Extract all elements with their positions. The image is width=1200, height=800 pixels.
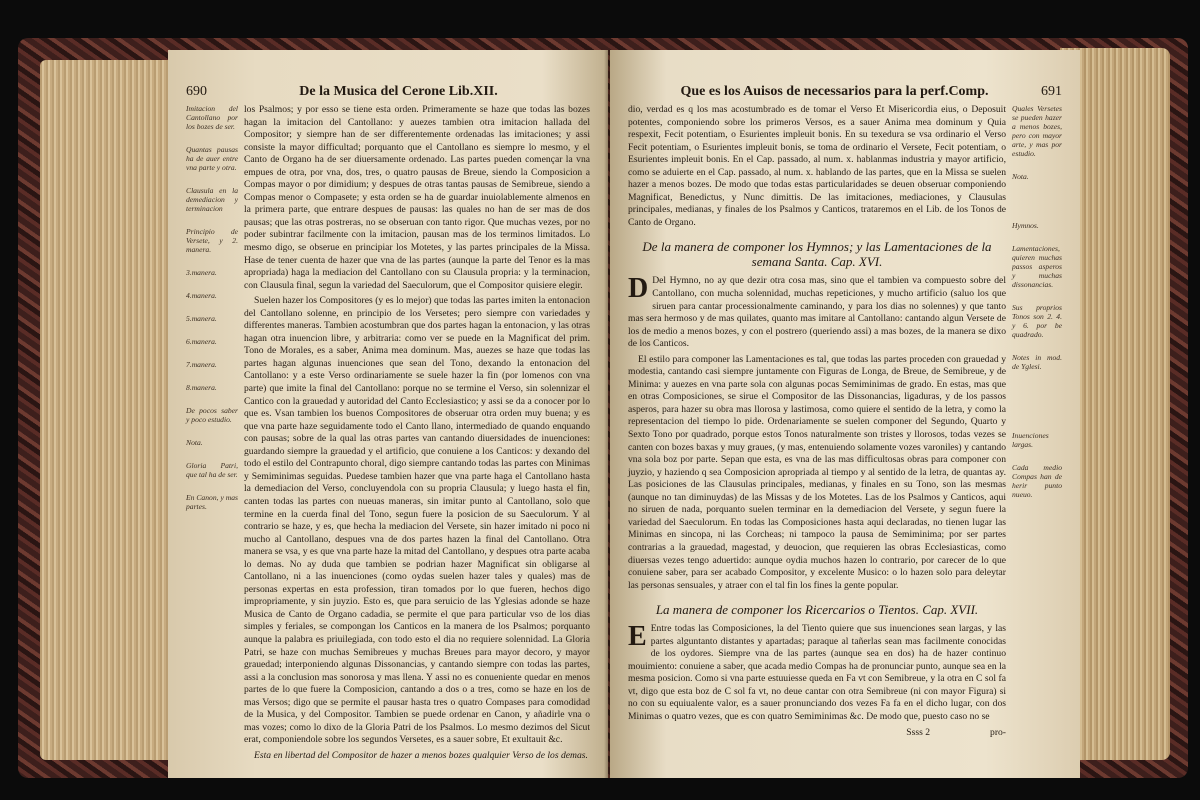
left-running-head <box>186 84 590 100</box>
chapter-16-title: De la manera de componer los Hymnos; y las Lamentaciones de la semana Santa. Cap. XVI. <box>642 239 992 270</box>
right-body-text <box>628 104 1006 739</box>
margin-note: En Canon, y mas partes. <box>186 493 238 511</box>
margin-note: 5.manera. <box>186 314 217 323</box>
margin-note: Hymnos. <box>1012 221 1039 230</box>
right-running-head <box>628 84 1062 100</box>
drop-cap: D <box>628 273 649 305</box>
margin-note: 4.manera. <box>186 291 217 300</box>
left-page <box>168 50 608 778</box>
right-header-title: Que es los Auisos de necessarios para la perf.Comp. <box>680 84 989 99</box>
margin-note: Cada medio Compas han de herir punto nueuo. <box>1012 463 1062 499</box>
page-number-right: 691 <box>1041 84 1062 99</box>
margin-note: Gloria Patri, que tal ha de ser. <box>186 461 238 479</box>
paragraph-text: Entre todas las Composiciones, la del Tiento quiere que sus inuenciones sean largas, y las partes alguntanto distantes y apartadas; paraque al tañerlas sean mas facilmente conocidas de los oydores. Siempre vna de las partes (aunque sea en dos) ha de hazer continuo mouimiento: conuiene a saber, que acada medio Compas ha de pronunciar punto, aunque sea en la mesma posicion. Como si vna parte estuuiesse queda en Fa vt con Semibreue, y la otra en C sol fa vt, digo que esta boz de C sol fa vt, no deue cantar con otra Semibreue (ni con mayor Figura) si no con su equiualente valor, es a sauer pronunciando dos vezes Fa fa en el dicho lugar, con dos Minimas o quatro vezes, que es con quatro Semiminimas &c. De modo que, puesto caso no se <box>628 623 1006 722</box>
paragraph: dio, verdad es q los mas acostumbrado es de tomar el Verso Et Misericordia eius, o Deposuit potentes, componiendo sobre los primeros Versos, es a sauer Anima mea dominum y Quia respexit, Fecit potentiam, o Esurientes impleuit bonis. En su texedura se vsa ordinario el Verso Fecit potentiam, o Esurientes impleuit bonis, se toma de ordinario el Versete, Fecit potentiam, o Esurientes impleuit bonis. En el Cap. passado, al num. x. hablanmas industria y mayor artificio, como se aduierte en el Cap. passado, al num. x. hablando de las partes, que en la Missa se suelen hazer a menos bozes. De modo que todas estas particularidades se deuen obseruar componiendo Magnificat, Benedictus, y Nunc dimittis. De las imitaciones, mediaciones, y Clausulas principales, medianas, y finales de los Psalmos y Canticos, trataremos en el Lib. de los Tonos de Canto de Organo. <box>628 104 1006 228</box>
drop-cap: E <box>628 621 647 653</box>
paragraph <box>628 275 1006 350</box>
margin-note: Lamentaciones, quieren muchas passos asperos y muchas dissonancias. <box>1012 244 1062 289</box>
chapter-17-title: La manera de componer los Ricercarios o Tientos. Cap. XVII. <box>655 602 979 618</box>
margin-note: Nota. <box>186 438 203 447</box>
margin-note: 8.manera. <box>186 383 217 392</box>
margin-note: Quantas pausas ha de auer entre vna parte y otra. <box>186 145 238 172</box>
signature-mark: Ssss 2 <box>906 726 931 738</box>
margin-note: Nota. <box>1012 172 1029 181</box>
paragraph: Esta en libertad del Compositor de hazer a menos bozes qualquier Verso de los demas. <box>254 749 588 761</box>
margin-note: Sus proprios Tonos son 2. 4. y 6. por be quadrado. <box>1012 303 1062 339</box>
open-book <box>18 38 1188 778</box>
margin-note: 7.manera. <box>186 360 217 369</box>
paragraph: El estilo para componer las Lamentaciones es tal, que todas las partes proceden con grauedad y modestia, cantando casi siempre juntamente con Figuras de Longa, de Breue, de Semibreue, y de Minima: y auezes en vna parte sola con algunas pocas Semiminimas de grado. En estas, mas que en otras Composiciones, se sirue el Compositor de las Dissonancias, ligaduras, y de los passos asperos, para hazer su obra mas llorosa y lastimosa, como quiere el sentido de la letra, y como la representacion del tiempo lo pide. Ordenariamente se suelen componer del Segundo, Quarto y Sexto Tono por quadrado, porque estos Tonos naturalmente son tristes y llorosos, todas vezes se canten con bozes baxas y muy graues, (y mas, entenuiendo solamente vozes varoniles) y cantando vna sola boz por parte. Sepan que esta, es vna de las mas difficultosas obras para componer con juyzio, y haziendo q sea Composicion apropriada al tiempo y al sentido de la letra, de quantas ay. Las posiciones de las Clausulas principales, medianas, y finales en su Tono, son las mesmas (aunque no tan diminuydas) de las Missas y de los Motetes. Las de los Psalmos y Canticos, aqui no siruen de nada, porquanto suelen terminar en la demediacion del Versete, y segun fuere la variedad del Saeculorum. En todas las Composiciones hasta aqui declaradas, no tienen lugar las Minimas en sincopa, ni las Corcheas; ni tampoco la pausa de Semiminima; por ser partes contrarias a la grauedad, magestad, y deuocion, que requieren las obras Ecclesiasticas, como diuersas vezes tengo aduertido: aunque oydia muchos hazen lo contrario, por carecer de lo que conuiene saber, para ser acabado Compositor, y excelente Musico: o lo hazen solo para deleytar las personas sensuales, y atraer con el tal fin los fines la gente popular. <box>628 353 1006 591</box>
right-page <box>610 50 1080 778</box>
left-margin-notes <box>186 104 238 765</box>
paragraph <box>628 623 1006 723</box>
margin-note: Principio de Versete, y 2. manera. <box>186 227 238 254</box>
catchword-line <box>628 727 1006 740</box>
left-header-title: De la Musica del Cerone Lib.XII. <box>299 84 498 99</box>
paragraph: Suelen hazer los Compositores (y es lo mejor) que todas las partes imiten la entonacion del Cantollano solenne, en principio de los Versetes; pero siempre con variedades y differentes maneras. Tambien acostumbran que dos partes hagan la entonacion, y las otras hagan otra inuencion libre, y arbitraria: como ver se puede en la Magnificat del prim. Tono de Morales, es a saber, Anima mea dominum. Mas, auezes se haze que todas las partes hagan algunas inuenciones que sean del Tono, dexando la entonacion del Cantollano: y a este Verso ordinariamente se suele hazer la fin (por lomenos con vna parte) que imite la final del Cantollano: porque no se termine el Verso, sin solennizar el Cantico con la grauedad y autoridad del Canto Ecclesiastico; y assi se da a conocer por lo que es. Vsan tambien los buenos Compositores de obseruar otra orden muy buena; y es que vna parte haze seguidamente todo el Canto llano, intermediado de quando enquando con pausas; sobre de la qual las otras partes van cantando diuersidades de inuenciones: guardando siempre la grauedad y el artificio, que conuiene a los Canticos: y dexando del todo el estilo del Contrapunto choral, digo siempre cantando todas las partes con Minimas y Semiminimas seguidas. Puedese tambien hazer que vna parte haga el Cantollano hasta la demediacion del Verso, concluyendola con su propria Clausula; y luego hasta el fin, canten todas las partes con nueuas maneras, sin imitar punto al Cantollano, solo que termine en la cuerda final del Tono, segun fuere la posicion de su Saeculorum. Y al contrario se haze, y es, que hecha la mediacion del Versete, sin hazer imitado ni poco ni mucho al Cantollano, despues vna de dos partes hazen la final del Cantollano. Otra manera se vsa, y es que vna parte haze la mitad del Cantollano, y despues otra parte acaba lo demas. No ay duda que tambien se podrian hazer Magnificat sin obligarse al Cantollano, ni a las inuenciones (como oydas suelen hazer tales y quales) mas de personas expertas en esta profession, tiran tomados por lo que fueren, hechos digo impropriamente, y sin juyzio. Esto es, que para seruicio de las Yglesias adonde se haze Musica de Canto de Organo cadadia, se permite el que para particular vso de los dias simples y feriales, se compongan los Canticos en la manera de los Psalmos; porquanto aunque la palabra es priuilegiada, con todo esto el dia no requiere solennidad. La Gloria Patri, se haze con muchas Semibreues y muchas Breues para mayor decoro, y mayor grauedad; interponiendo algunas Dissonancias, y cantando siempre con todas las partes, assi a la conclusion mas sonorosa y mas llena. Y assi no es conueniente quedar en menos partes de lo que fuere la Composicion, cantando a dos o a tres, como se haze en los de mas Versos; digo que se permite el pausar hasta tres o quatro Compases para comodidad de la Musica, y del Compositor. Tambien se puede ordenar en Canon, y añadirle vna o mas vozes; como lo dixo de la Gloria Patri de los Psalmos. Lo mesmo dezimos del Sicut erat, componiendole sobre los segundos Versetes, es a sauer sobre, Et exultauit &c. <box>244 295 590 746</box>
left-page-edges <box>40 60 180 760</box>
page-number-left: 690 <box>186 84 207 99</box>
margin-note: 3.manera. <box>186 268 217 277</box>
margin-note: Clausula en la demediacion y terminacion <box>186 186 238 213</box>
left-body-text <box>244 104 590 765</box>
paragraph: los Psalmos; y por esso se tiene esta orden. Primeramente se haze que todas las bozes hagan la imitacion del Cantollano: y auezes tambien otra imitacion hallada del Compositor; y siempre han de ser differentemente ordenadas las imitaciones; y assi consiste la mayor difficultad; porquanto que el Cantollano es siempre lo mesmo, y el Canto de Organo ha de ser diuersamente ordenado. Las partes pueden començar la vna empues de otra, por vna, dos, tres, o quatro pausas de Breue, siendo la Composicion a Compas mayor o por dimidium; y despues de otras tantas pausas de Semibreue, siendo a Compas menor o Compasete; y esta orden se ha de guardar inuiolablemente almenos en la primera parte, que entrare despues de pausas: las quales no han de ser mas de dos pausas; que las otras postreras, no se obseruan con tanto rigor. Que muchas vezes, por no poder subintrar facilmente con la imitacion, pausan mas de los terminos limitados. Lo mesmo digo, se obserue en principiar los Motetes, y las partes principales de la Missa. Hase de tener cuenta de hazer que vna de las partes (aunque la parte del Tenor es la mas apropriada) haga la mediacion del Cantollano con su Clausula propria: y la terminacion, con Clausula final, segun la variedad del Saeculorum, que el Compositor quisiere elegir. <box>244 104 590 291</box>
margin-note: Inuenciones largas. <box>1012 431 1049 449</box>
right-margin-notes <box>1012 104 1062 739</box>
margin-note: 6.manera. <box>186 337 217 346</box>
margin-note: Quales Versetes se pueden hazer a menos bozes, pero con mayor arte, y mas por estudio. <box>1012 104 1062 158</box>
paragraph-text: Del Hymno, no ay que dezir otra cosa mas, sino que el tambien va compuesto sobre del Cantollano, con mucha solennidad, muchas repeticiones, y mucho artificio (saluo los que siruen para cantar processionalmente caminando, y para los dias no solennes) y que tanto mas sera hermoso y de mas quilates, quanto mas imitare al Cantollano: cantando algun Versete de los de medio a menos bozes, y con el postrero (queriendo assi) a mas bozes, de la manera se dixo de los Canticos. <box>628 275 1006 350</box>
margin-note: Notes in mod. de Yglesi. <box>1012 353 1062 371</box>
margin-note: Imitacion del Cantollano por los bozes de ser. <box>186 104 238 131</box>
catchword: pro- <box>990 726 1006 738</box>
margin-note: De pocos saber y poco estudio. <box>186 406 238 424</box>
